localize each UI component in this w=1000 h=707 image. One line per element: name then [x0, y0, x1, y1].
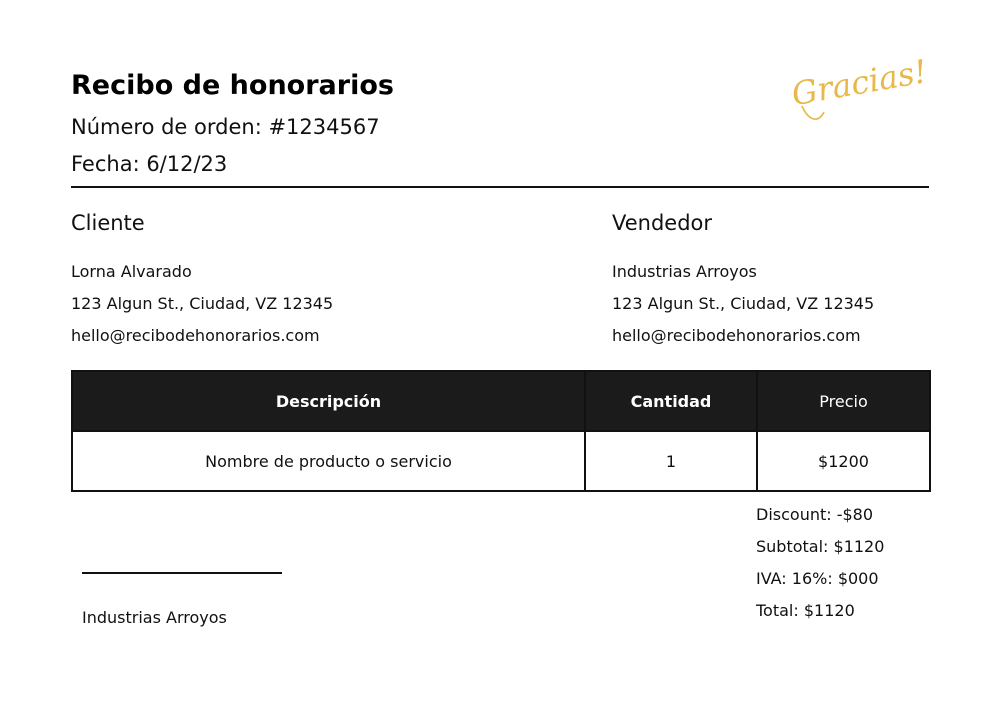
- item-quantity: 1: [585, 431, 757, 491]
- client-address: 123 Algun St., Ciudad, VZ 12345: [71, 294, 334, 313]
- vendor-name: Industrias Arroyos: [612, 262, 757, 281]
- header-quantity: Cantidad: [585, 371, 757, 431]
- item-price: $1200: [757, 431, 930, 491]
- item-description: Nombre de producto o servicio: [72, 431, 585, 491]
- receipt-date: Fecha: 6/12/23: [71, 152, 228, 176]
- header-divider: [71, 186, 929, 188]
- signature-line: [82, 572, 282, 574]
- table-header-row: [72, 371, 930, 431]
- gracias-signature: [788, 48, 938, 128]
- vendor-address: 123 Algun St., Ciudad, VZ 12345: [612, 294, 875, 313]
- gracias-signature-text: Gracias!: [788, 52, 930, 114]
- receipt-title: Recibo de honorarios: [71, 70, 394, 101]
- signatory-name: Industrias Arroyos: [82, 608, 227, 627]
- order-number: Número de orden: #1234567: [71, 115, 380, 139]
- total-line: Total: $1120: [756, 601, 855, 620]
- items-table: [71, 370, 931, 492]
- subtotal-line: Subtotal: $1120: [756, 537, 885, 556]
- header-price: Precio: [757, 371, 930, 431]
- discount-line: Discount: -$80: [756, 505, 874, 524]
- client-email: hello@recibodehonorarios.com: [71, 326, 320, 345]
- table-row: [72, 431, 930, 491]
- header-description: Descripción: [72, 371, 585, 431]
- vendor-email: hello@recibodehonorarios.com: [612, 326, 861, 345]
- client-name: Lorna Alvarado: [71, 262, 192, 281]
- client-heading: Cliente: [71, 211, 145, 235]
- vendor-heading: Vendedor: [612, 211, 713, 235]
- tax-line: IVA: 16%: $000: [756, 569, 879, 588]
